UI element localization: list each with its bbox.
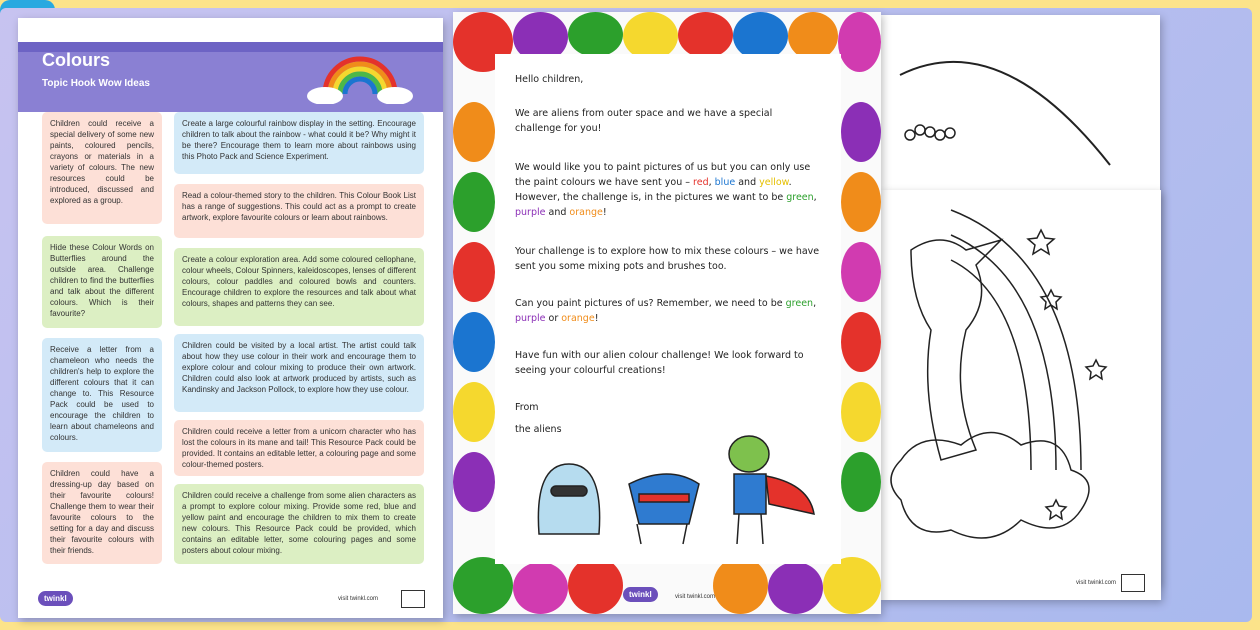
letter-from: From [515, 402, 539, 413]
footer-url[interactable]: visit twinkl.com [338, 596, 379, 602]
topic-hook-page [18, 18, 443, 618]
letter-paragraph-3: Your challenge is to explore how to mix these colours – we have sent you some mixing pots and brushes too. [515, 246, 820, 272]
letter-greeting: Hello children, [515, 74, 584, 85]
twinkl-badge-icon [401, 590, 425, 608]
alien-letter-page [453, 12, 881, 614]
footer-url[interactable]: visit twinkl.com [1076, 580, 1117, 586]
letter-signature: the aliens [515, 424, 562, 435]
unicorn-rainbow-illustration [881, 190, 1161, 600]
twinkl-logo: twinkl [38, 591, 73, 606]
letter-paragraph-4: Can you paint pictures of us? Remember, we need to be green, purple or orange! [515, 298, 817, 324]
idea-card-exploration-area: Create a colour exploration area. Add some coloured cellophane, colour wheels, Colour Spinners, kaleidoscopes, lenses of different colours, colour paddles and coloured bowls and counters. Encourage children to explore the resources and talk about what colours, shapes and patterns they can see. [174, 248, 424, 326]
idea-card-colour-words: Hide these Colour Words on Butterflies around the outside area. Challenge children to find the butterflies and talk about the different colours. Which is their favourite? [42, 236, 162, 328]
unicorn-colouring-page [880, 190, 1161, 600]
letter-body [495, 54, 841, 564]
letter-paragraph-1: We are aliens from outer space and we have a special challenge for you! [515, 108, 773, 134]
letter-paragraph-2: We would like you to paint pictures of us but you can only use the paint colours we have sent you – red, blue and yellow. However, the challenge is, in the pictures we want to be green, purple and orange! [515, 162, 817, 218]
page-header [18, 42, 443, 112]
twinkl-badge-icon [1121, 574, 1145, 592]
footer-url[interactable]: visit twinkl.com [675, 594, 716, 600]
idea-card-special-delivery: Children could receive a special delivery of some new paints, coloured pencils, crayons or materials in a variety of colours. The new resources could be introduced, discussed and explored as a group. [42, 112, 162, 224]
page-footer [18, 580, 443, 618]
idea-card-unicorn-letter: Children could receive a letter from a unicorn character who has lost the colours in its mane and tail! This Resource Pack could be provided. It contains an editable letter, a colouring page and some colour-themed posters. [174, 420, 424, 476]
page-subtitle: Topic Hook Wow Ideas [42, 78, 150, 89]
twinkl-logo: twinkl [623, 587, 658, 602]
rainbow-cloud-icon [305, 34, 415, 104]
page-title: Colours [42, 50, 111, 70]
letter-paragraph-5: Have fun with our alien colour challenge! We look forward to seeing your colourful creations! [515, 350, 804, 376]
alien-characters-icon [529, 404, 829, 554]
unicorn-head-outline [880, 15, 1160, 215]
idea-card-story: Read a colour-themed story to the children. This Colour Book List has a range of suggestions. This could act as a prompt to create artwork, explore favourite colours or learn about rainbows. [174, 184, 424, 238]
idea-card-chameleon: Receive a letter from a chameleon who needs the children's help to explore the different colours that it can change to. This Resource Pack could be used to encourage the children to learn about chameleons and colours. [42, 338, 162, 452]
idea-card-local-artist: Children could be visited by a local artist. The artist could talk about how they use colour in their work and encourage them to explore colour and colour mixing to produce their own artwork. Children could also look at artwork produced by artists, such as Kandinsky and Jackson Pollock, to explore how they use colour. [174, 334, 424, 412]
idea-card-dressing-up: Children could have a dressing-up day based on their favourite colours! Challenge them to wear their favourite colours to the setting for a day and discuss their favourite colours with their friends. [42, 462, 162, 564]
idea-card-rainbow-display: Create a large colourful rainbow display in the setting. Encourage children to talk about the rainbow - what could it be? Why might it be there? Encourage them to learn more about rainbows using this Photo Pack and Science Experiment. [174, 112, 424, 174]
idea-card-alien-challenge: Children could receive a challenge from some alien characters as a prompt to explore colour mixing. Provide some red, blue and yellow paint and encourage the children to mix them to create new colours. This Resource Pack could be provided, which contains an editable letter, some colouring pages and some posters about colour mixing. [174, 484, 424, 564]
